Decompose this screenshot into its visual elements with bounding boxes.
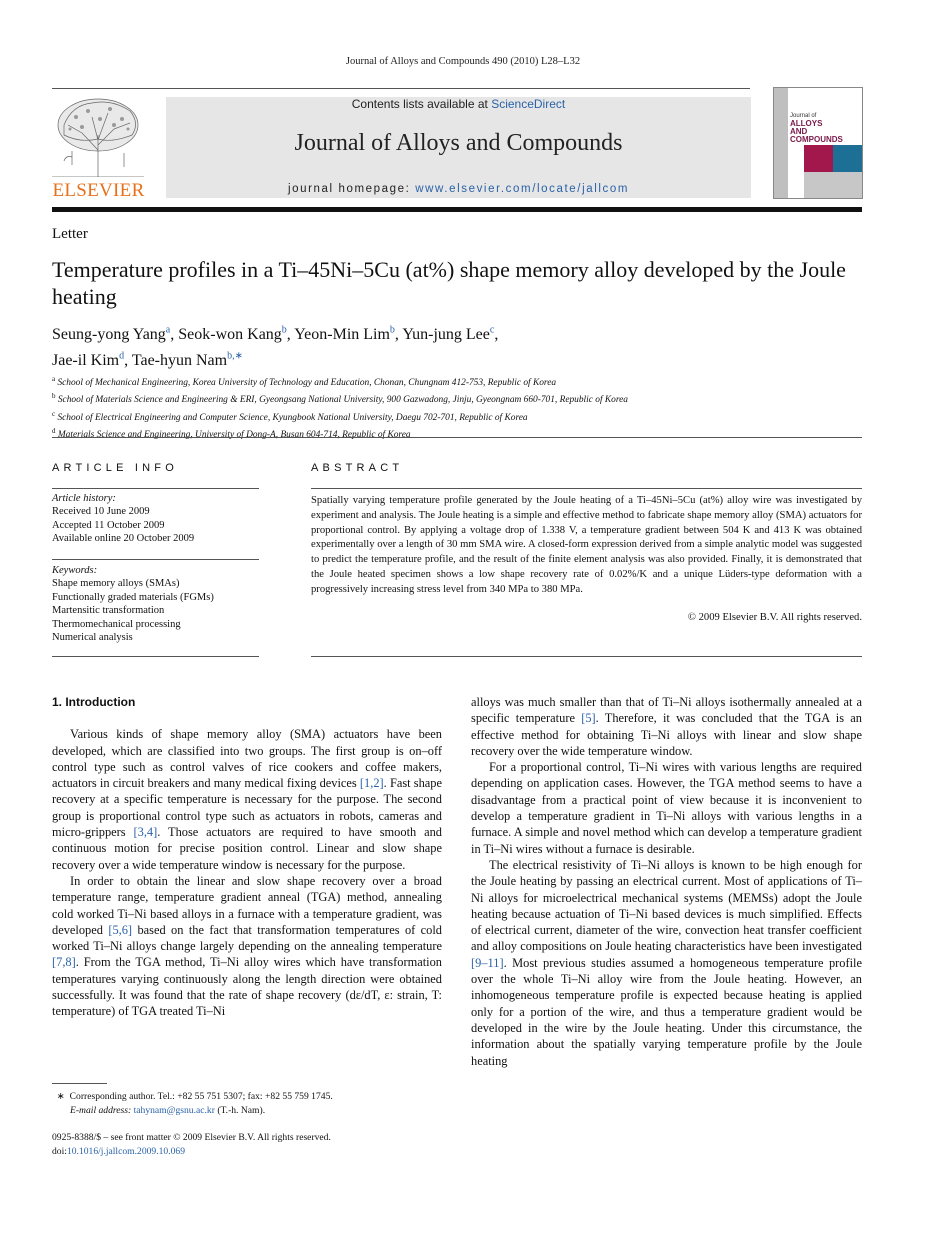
affiliation: $^a$ School of Mechanical Engineering, Korea University of Technology and Education, Chonan, Chungnam 412-753, Republic of Korea: [52, 375, 557, 389]
paragraph: The electrical resistivity of Ti–Ni alloys is known to be high enough for the Joule heating by passing an electrical current. Most of applications of Ti–Ni alloys for microelectrical mechanical systems (MEMSs) adopt the Joule heating because actuation of Ti–Ni based devices is much simplified. Effects of electrical current, diameter of the wire, convection heat transfer coefficient and alloy compositions on Joule heating characteristics have been investigated [9–11]. Most previous studies assumed a homogeneous temperature profile over the whole Ti–Ni alloy wire from the Joule heating. However, an inhomogeneous temperature profile is expected because heating is applied only for a portion of the wire, and thus a temperature gradient would be developed in the wire by the Joule heating. Under this circumstance, the information about the spatially varying temperature profile by the Joule heating: [471, 857, 862, 1068]
cover-title-line: AND COMPOUNDS: [790, 127, 843, 144]
author[interactable]: Yeon-Min Lim$^b$,: [294, 325, 403, 344]
cover-block-magenta: [804, 145, 833, 172]
reference-link[interactable]: [9–11]: [471, 955, 504, 970]
journal-cover-thumbnail[interactable]: [773, 87, 863, 199]
journal-title: Journal of Alloys and Compounds: [294, 130, 623, 156]
author-affil-mark[interactable]: c: [489, 325, 495, 336]
reference-link[interactable]: [1,2]: [359, 776, 384, 791]
keyword: Functionally graded materials (FGMs): [52, 591, 214, 603]
author[interactable]: Seung-yong Yang$^a$,: [52, 325, 179, 344]
abstract-copyright: © 2009 Elsevier B.V. All rights reserved.: [687, 612, 862, 623]
keyword: Martensitic transformation: [52, 605, 165, 617]
elsevier-wordmark: ELSEVIER: [52, 180, 145, 201]
affiliation: $^b$ School of Materials Science and Engineering & ERI, Gyeongsang National University, 900 Gazwadong, Jinju, Gyeongnam 660-701, Republic of Korea: [52, 392, 628, 406]
author-affil-mark[interactable]: b: [389, 325, 395, 336]
affiliation-list: [52, 373, 862, 443]
corresponding-author-note: ∗ Corresponding author. Tel.: +82 55 751 5307; fax: +82 55 759 1745.: [56, 1091, 333, 1102]
article-info-rule: [52, 488, 259, 489]
history-item: Received 10 June 2009: [52, 506, 150, 518]
left-column: [52, 694, 442, 1020]
keywords: [52, 564, 259, 644]
footnote: [52, 1090, 442, 1117]
author[interactable]: Jae-il Kim$^d$,: [52, 350, 132, 369]
paragraph: alloys was much smaller than that of Ti–Ni alloys isothermally annealed at a specific temperature [5]. Therefore, it was concluded that the TGA is an effective method for obtaining Ti–Ni alloys with linear and slow shape recovery over the wide temperature window.: [471, 695, 863, 758]
reference-link[interactable]: [7,8]: [52, 955, 76, 970]
history-item: Accepted 11 October 2009: [52, 519, 165, 531]
homepage-line: [166, 183, 751, 195]
footnote-rule: [52, 1083, 107, 1084]
doi-line: doi:10.1016/j.jallcom.2009.10.069: [52, 1146, 185, 1157]
sciencedirect-link[interactable]: ScienceDirect: [491, 97, 566, 111]
keyword: Numerical analysis: [52, 632, 133, 644]
homepage-prefix: journal homepage:: [287, 183, 411, 195]
keywords-rule: [52, 559, 259, 560]
elsevier-logo[interactable]: [52, 95, 147, 205]
issn-line: 0925-8388/$ – see front matter © 2009 Elsevier B.V. All rights reserved.: [52, 1132, 331, 1143]
cover-title-line: Journal of: [790, 113, 817, 119]
cover-title-line: ALLOYS: [790, 119, 823, 128]
article-info-bottom-rule: [52, 656, 259, 657]
contents-line: [166, 97, 751, 111]
paragraph: Various kinds of shape memory alloy (SMA) actuators have been developed, which are classified into two groups. The first group is on–off control type such as control valves of rice cookers and coffee makers, actuators in circuit breakers and many medical fixing devices [1,2]. Fast shape recovery at a specific temperature is necessary for the purpose. The second group is proportional control type such as actuators in robots, cameras and micro-grippers [3,4]. Those actuators are required to have smooth and continuous motion for precise position control. Linear and slow shape recovery over a wide temperature window is necessary for the purpose.: [52, 727, 442, 872]
masthead-rule: [52, 207, 862, 212]
author[interactable]: Seok-won Kang$^b$,: [178, 325, 295, 344]
homepage-link[interactable]: www.elsevier.com/locate/jallcom: [415, 183, 630, 195]
author-line: [52, 320, 862, 345]
contents-prefix: Contents lists available at: [351, 97, 488, 111]
article-type: Letter: [52, 226, 88, 242]
article-info-heading: ARTICLE INFO: [52, 462, 178, 474]
paragraph: For a proportional control, Ti–Ni wires with various lengths are required depending on application cases. However, the TGA method seems to have a disadvantage from a practical point of view because it is inconvenient to develop a temperature gradient in Ti–Ni alloys with various lengths in a furnace. A simple and novel method which can develop a temperature gradient in Ti–Ni wires without a furnace is desirable.: [471, 760, 862, 856]
running-header: Journal of Alloys and Compounds 490 (2010) L28–L32: [345, 56, 581, 67]
history-label: Article history:: [52, 493, 116, 504]
header-rule: [52, 88, 750, 89]
right-column: [471, 694, 862, 1069]
abstract-text: Spatially varying temperature profile generated by the Joule heating of a Ti–45Ni–5Cu (at%) alloy wire was investigated by experiment and analysis. The Joule heating is a simple and effective method to fabricate shape memory alloy (SMA) actuators for proportional control. By applying a voltage drop of 1.338 V, a temperature gradient between 504 K and 413 K was obtained experimentally over a length of 30 mm SMA wire. A closed-form expression derived from a simple analytic model was suggested to predict the temperature profile, and the result of the finite element analysis was also provided. Finally, it is demonstrated that the Joule heated specimen shows a low shape recovery rate of 0.02%/K and a unique Lüders-type deformation with a progressively increasing stress level from 340 MPa to 380 MPa.: [311, 495, 862, 595]
history-item: Available online 20 October 2009: [52, 533, 195, 545]
keyword: Thermomechanical processing: [52, 618, 181, 630]
affiliation: $^c$ School of Electrical Engineering and Computer Science, Kyungbook National University, Daegu 702-701, Republic of Korea: [52, 409, 528, 423]
author[interactable]: Tae-hyun Nam$^{b,∗}$: [131, 350, 243, 369]
keywords-label: Keywords:: [52, 565, 98, 576]
author-line: [52, 345, 862, 370]
reference-link[interactable]: [3,4]: [133, 825, 158, 840]
reference-link[interactable]: [5,6]: [108, 922, 133, 937]
affiliation: $^d$ Materials Science and Engineering, University of Dong-A, Busan 604-714, Republic of Korea: [52, 427, 411, 441]
abstract-rule: [311, 488, 862, 489]
cover-side-bar: [774, 88, 788, 198]
author[interactable]: Yun-jung Lee$^c$,: [402, 325, 499, 344]
doi-link[interactable]: 10.1016/j.jallcom.2009.10.069: [66, 1146, 185, 1157]
reference-link[interactable]: [5]: [581, 711, 596, 726]
email-note: E-mail address: tahynam@gsnu.ac.kr (T.-h. Nam).: [70, 1104, 266, 1116]
article-history: [52, 492, 259, 546]
cover-block-teal: [833, 145, 862, 172]
author-affil-mark[interactable]: b: [281, 325, 287, 336]
front-matter-rule: [52, 437, 862, 438]
keyword: Shape memory alloys (SMAs): [52, 578, 180, 590]
paragraph: In order to obtain the linear and slow shape recovery over a broad temperature range, temperature gradient anneal (TGA) method, annealing cold worked Ti–Ni based alloys in a furnace with a temperature gradient, was developed [5,6] based on the fact that transformation temperatures of cold worked Ti–Ni alloys change largely depending on the annealing temperature [7,8]. From the TGA method, Ti–Ni alloy wires which have transformation temperatures varying continuously along the length direction were obtained successfully. It was found that the rate of shape recovery (dε/dT, ε: strain, T: temperature) of TGA treated Ti–Ni: [52, 873, 443, 1019]
author-list: [52, 320, 862, 371]
section-heading: 1. Introduction: [52, 695, 136, 709]
cover-title: [790, 112, 862, 144]
tree-logo-icon: [52, 95, 144, 177]
article-title: Temperature profiles in a Ti–45Ni–5Cu (at%) shape memory alloy developed by the Joule heating: [52, 257, 846, 309]
abstract-heading: ABSTRACT: [311, 462, 404, 474]
email-link[interactable]: tahynam@gsnu.ac.kr: [133, 1104, 215, 1116]
cover-block-grey: [804, 172, 862, 198]
author-affil-mark[interactable]: d: [119, 350, 125, 362]
author-affil-mark[interactable]: b,∗: [227, 350, 243, 362]
abstract-bottom-rule: [311, 656, 862, 657]
author-affil-mark[interactable]: a: [165, 325, 171, 336]
